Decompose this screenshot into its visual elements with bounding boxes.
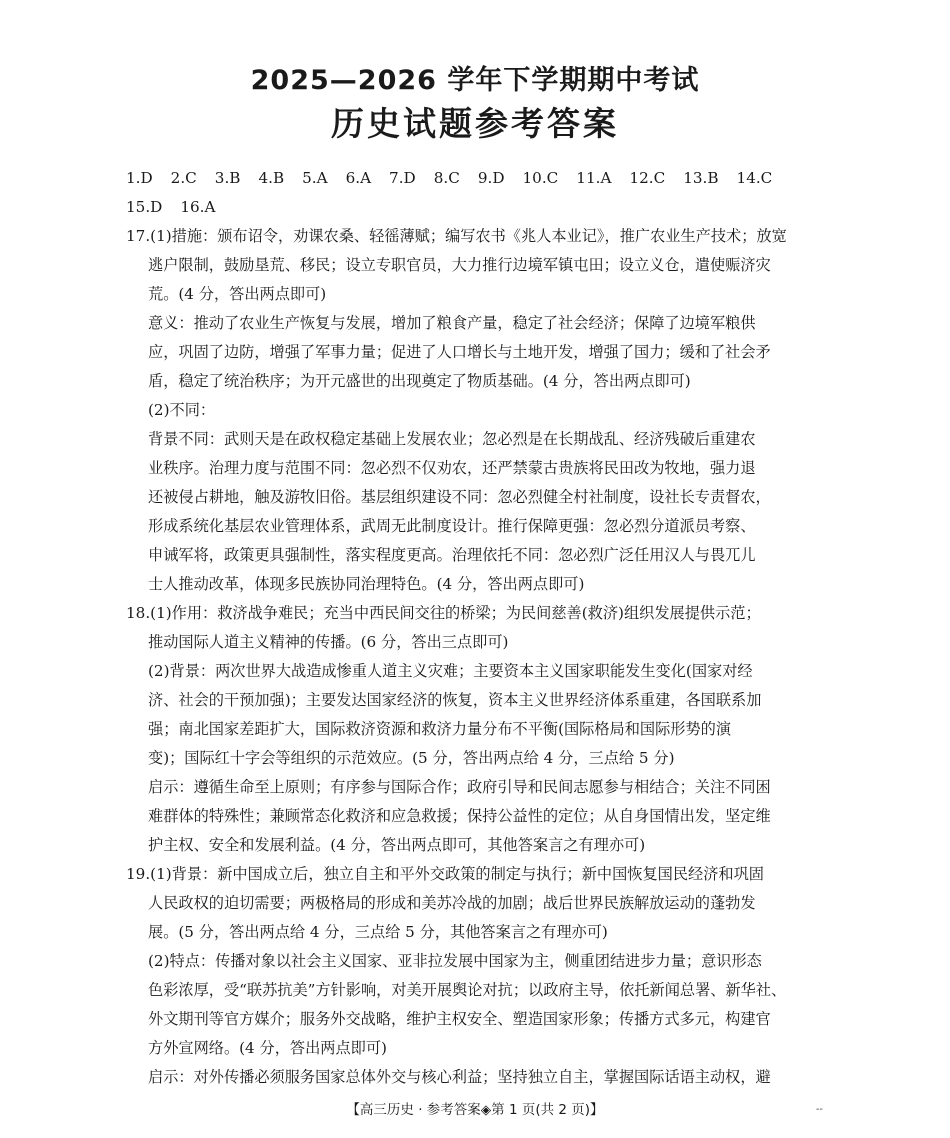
- choice-answer: 13.B: [683, 169, 719, 187]
- text-line: 意义：推动了农业生产恢复与发展，增加了粮食产量，稳定了社会经济；保障了边境军粮供: [148, 314, 756, 332]
- document-title: 历史试题参考答案: [331, 104, 619, 143]
- choice-answer: 14.C: [736, 169, 773, 187]
- text-line: 启示：遵循生命至上原则；有序参与国际合作；政府引导和民间志愿参与相结合；关注不同困: [148, 778, 771, 796]
- question-number: 17.: [126, 227, 151, 245]
- question-number: 18.: [126, 604, 151, 622]
- text-line: 申诫军将，政策更具强制性，落实程度更高。治理依托不同：忽必烈广泛任用汉人与畏兀儿: [148, 546, 756, 564]
- question-17-line: [126, 222, 846, 251]
- text-line: 变)；国际红十字会等组织的示范效应。(5 分，答出两点给 4 分，三点给 5 分): [148, 749, 675, 767]
- text-line: (2)背景：两次世界大战造成惨重人道主义灾难；主要资本主义国家职能发生变化(国家对经: [148, 662, 753, 680]
- text-line: 形成系统化基层农业管理体系，武周无此制度设计。推行保障更强：忽必烈分道派员考察、: [148, 517, 756, 535]
- choice-answers-row-1: [126, 164, 846, 193]
- question-17: [126, 222, 846, 599]
- text-line: 展。(5 分，答出两点给 4 分，三点给 5 分，其他答案言之有理亦可): [148, 923, 608, 941]
- text-line: (2)特点：传播对象以社会主义国家、亚非拉发展中国家为主，侧重团结进步力量；意识形态: [148, 952, 762, 970]
- choice-answer: 16.A: [180, 198, 216, 216]
- question-18: [126, 599, 846, 860]
- question-19: [126, 860, 846, 1092]
- question-number: 19.: [126, 865, 151, 883]
- text-line: 逃户限制，鼓励垦荒、移民；设立专职官员，大力推行边境军镇屯田；设立义仓，遣使赈济灾: [148, 256, 771, 274]
- choice-answer: 15.D: [126, 198, 163, 216]
- exam-title: 2025—2026 学年下学期期中考试: [250, 65, 700, 96]
- text-line: 人民政权的迫切需要；两极格局的形成和美苏冷战的加剧；战后世界民族解放运动的蓬勃发: [148, 894, 756, 912]
- choice-answer: 4.B: [258, 169, 285, 187]
- text-line: 应，巩固了边防，增强了军事力量；促进了人口增长与土地开发，增强了国力；缓和了社会矛: [148, 343, 771, 361]
- choice-answer: 5.A: [302, 169, 328, 187]
- choice-answer: 6.A: [345, 169, 372, 187]
- text-line: 推动国际人道主义精神的传播。(6 分，答出三点即可): [148, 633, 509, 651]
- text-line: 护主权、安全和发展利益。(4 分，答出两点即可，其他答案言之有理亦可): [148, 836, 646, 854]
- text-line: (1)作用：救济战争难民；充当中西民间交往的桥梁；为民间慈善(救济)组织发展提供示范；: [150, 604, 761, 622]
- text-line: 盾，稳定了统治秩序；为开元盛世的出现奠定了物质基础。(4 分，答出两点即可): [148, 372, 691, 390]
- subquestion-label: (2)不同：: [148, 401, 216, 419]
- answer-body: [126, 164, 846, 1092]
- choice-answer: 10.C: [522, 169, 559, 187]
- choice-answer: 8.C: [433, 169, 460, 187]
- text-line: 色彩浓厚，受“联苏抗美”方针影响，对美开展舆论对抗；以政府主导，依托新闻总署、新华社、: [148, 981, 787, 999]
- question-18-line: [126, 599, 846, 628]
- choice-answer: 7.D: [389, 169, 416, 187]
- choice-answer: 11.A: [576, 169, 612, 187]
- text-line: 难群体的特殊性；兼顾常态化救济和应急救援；保持公益性的定位；从自身国情出发，坚定维: [148, 807, 771, 825]
- text-line: 外文期刊等官方媒介；服务外交战略，维护主权安全、塑造国家形象；传播方式多元，构建官: [148, 1010, 771, 1028]
- text-line: 荒。(4 分，答出两点即可): [148, 285, 327, 303]
- text-line: 方外宣网络。(4 分，答出两点即可): [148, 1039, 387, 1057]
- text-line: 强；南北国家差距扩大，国际救济资源和救济力量分布不平衡(国际格局和国际形势的演: [148, 720, 732, 738]
- page-footer: 【高三历史 · 参考答案◈第 1 页(共 2 页)】: [346, 1102, 604, 1118]
- text-line: 业秩序。治理力度与范围不同：忽必烈不仅劝农，还严禁蒙古贵族将民田改为牧地，强力退: [148, 459, 756, 477]
- text-line: (1)措施：颁布诏令，劝课农桑、轻徭薄赋；编写农书《兆人本业记》，推广农业生产技术；放宽: [150, 227, 787, 245]
- corner-mark: --: [816, 1104, 823, 1115]
- choice-answer: 3.B: [214, 169, 241, 187]
- choice-answers-row-2: [126, 193, 846, 222]
- text-line: 济、社会的干预加强)；主要发达国家经济的恢复，资本主义世界经济体系重建，各国联系加: [148, 691, 762, 709]
- text-line: 士人推动改革，体现多民族协同治理特色。(4 分，答出两点即可): [148, 575, 585, 593]
- question-19-line: [126, 860, 846, 889]
- text-line: 还被侵占耕地，触及游牧旧俗。基层组织建设不同：忽必烈健全村社制度，设社长专责督农，: [148, 488, 771, 506]
- choice-answer: 1.D: [126, 169, 153, 187]
- choice-answer: 12.C: [629, 169, 666, 187]
- text-line: 启示：对外传播必须服务国家总体外交与核心利益；坚持独立自主，掌握国际话语主动权，避: [148, 1068, 771, 1086]
- choice-answer: 2.C: [170, 169, 197, 187]
- text-line: 背景不同：武则天是在政权稳定基础上发展农业；忽必烈是在长期战乱、经济残破后重建农: [148, 430, 756, 448]
- choice-answer: 9.D: [477, 169, 505, 187]
- text-line: (1)背景：新中国成立后，独立自主和平外交政策的制定与执行；新中国恢复国民经济和巩固: [150, 865, 764, 883]
